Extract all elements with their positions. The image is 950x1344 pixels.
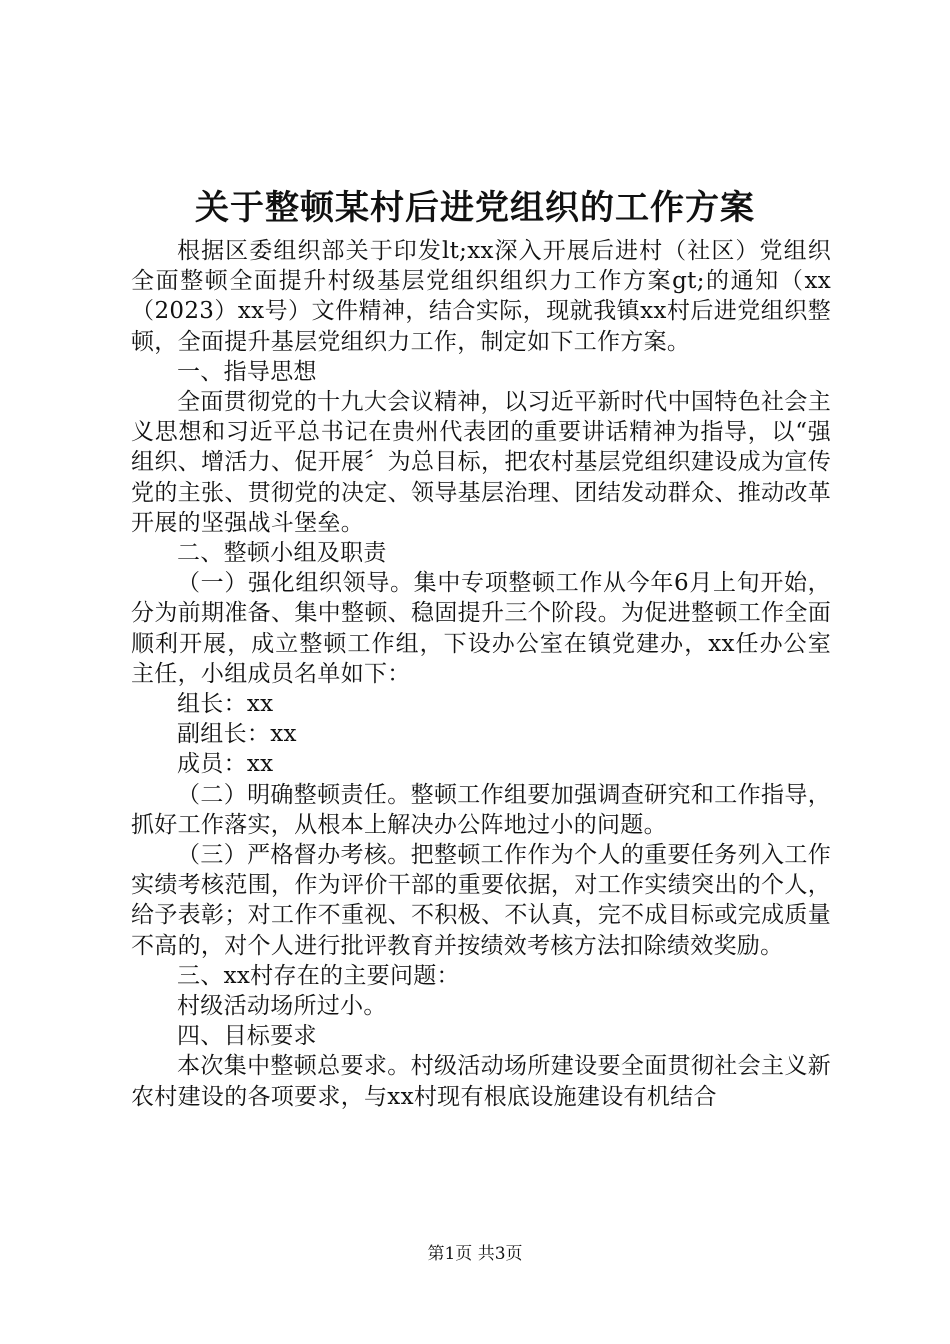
section-heading-team-duties: 二、整顿小组及职责 — [177, 540, 387, 567]
list-item-members: 成员：xx — [177, 751, 274, 778]
paragraph-main-problems: 村级活动场所过小。 — [177, 993, 387, 1020]
document-title: 关于整顿某村后进党组织的工作方案 — [195, 188, 755, 228]
section-heading-target-requirements: 四、目标要求 — [177, 1023, 317, 1050]
list-item-team-leader: 组长：xx — [177, 691, 274, 718]
paragraph-responsibility: （二）明确整顿责任。整顿工作组要加强调查研究和工作指导，抓好工作落实，从根本上解决办公阵地过小的问题。 — [131, 781, 831, 838]
paragraph-intro: 根据区委组织部关于印发lt;xx深入开展后进村（社区）党组织全面整顿全面提升村级基层党组织组织力工作方案gt;的通知（xx（2023）xx号）文件精神，结合实际，现就我镇xx村后进党组织整顿，全面提升基层党组织力工作，制定如下工作方案。 — [131, 238, 831, 355]
list-item-deputy-leader: 副组长：xx — [177, 721, 297, 748]
paragraph-organization-leadership: （一）强化组织领导。集中专项整顿工作从今年6月上旬开始，分为前期准备、集中整顿、稳固提升三个阶段。为促进整顿工作全面顺利开展，成立整顿工作组，下设办公室在镇党建办，xx任办公室主任，小组成员名单如下： — [131, 570, 831, 687]
paragraph-supervision: （三）严格督办考核。把整顿工作作为个人的重要任务列入工作实绩考核范围，作为评价干部的重要依据，对工作实绩突出的个人，给予表彰；对工作不重视、不积极、不认真，完不成目标或完成质量不高的，对个人进行批评教育并按绩效考核方法扣除绩效奖励。 — [131, 842, 831, 959]
page-footer: 第1页 共3页 — [427, 1244, 523, 1264]
document-body — [131, 236, 831, 1112]
section-heading-main-problems: 三、xx村存在的主要问题： — [177, 962, 460, 989]
section-heading-guiding-ideology: 一、指导思想 — [177, 358, 317, 385]
paragraph-guiding-ideology: 全面贯彻党的十九大会议精神，以习近平新时代中国特色社会主义思想和习近平总书记在贵州代表团的重要讲话精神为指导，以“强组织、增活力、促开展〞为总目标，把农村基层党组织建设成为宣传党的主张、贯彻党的决定、领导基层治理、团结发动群众、推动改革开展的坚强战斗堡垒。 — [131, 389, 831, 536]
paragraph-target-requirements: 本次集中整顿总要求。村级活动场所建设要全面贯彻社会主义新农村建设的各项要求，与xx村现有根底设施建设有机结合 — [131, 1053, 831, 1110]
